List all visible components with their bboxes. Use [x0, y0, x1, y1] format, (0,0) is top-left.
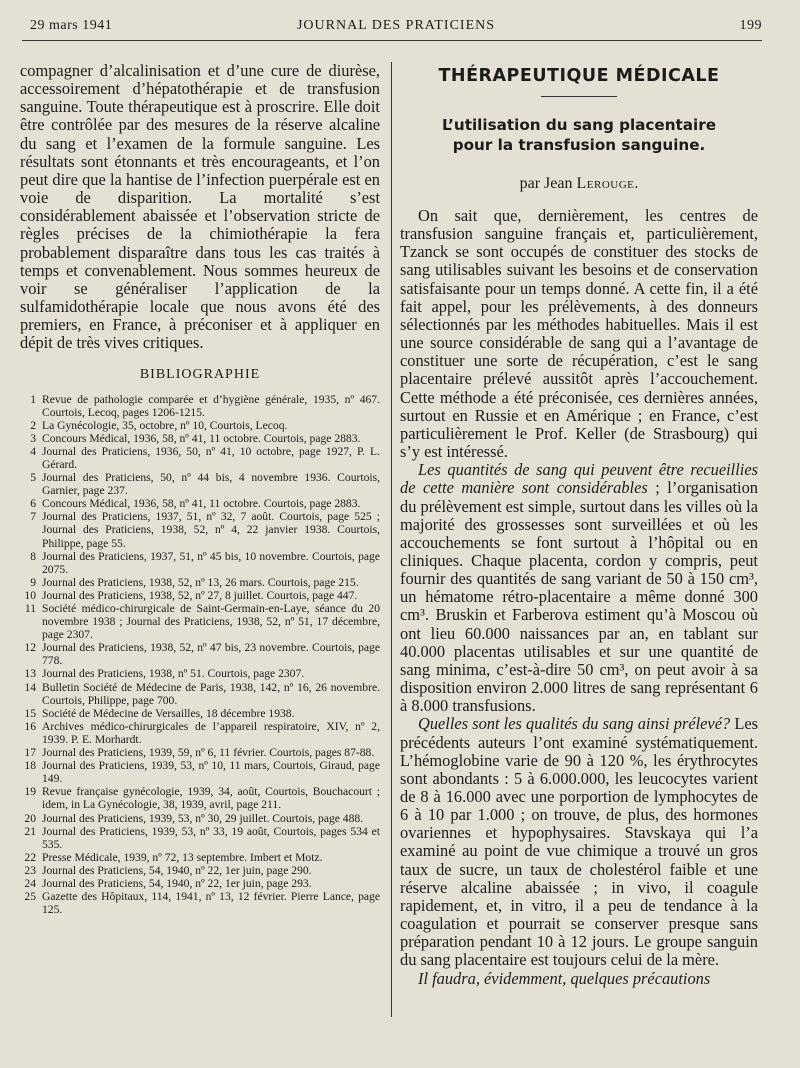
reference-item [20, 759, 380, 785]
reference-text: Journal des Praticiens, 1939, 53, nº 30, 29 juillet. Courtois, page 488. [42, 811, 364, 825]
reference-text: Journal des Praticiens, 1938, nº 51. Courtois, page 2307. [42, 667, 305, 681]
reference-item [20, 812, 380, 825]
reference-item [20, 851, 380, 864]
reference-text: Journal des Praticiens, 1938, 52, nº 27, 8 juillet. Courtois, page 447. [42, 588, 358, 602]
reference-item [20, 720, 380, 746]
reference-text: Journal des Praticiens, 54, 1940, nº 22, 1er juin, page 290. [42, 863, 312, 877]
continuation-paragraph: compagner d’alcalinisation et d’une cure de diurèse, accessoirement d’hépatothérapie et de transfusion sanguine. Toute thérapeutique est à proscrire. Elle doit être contrôlée par des mesures de la réserve alcaline du sang et l’examen de la formule sanguine. Les résultats sont étonnants et très encourageants, et l’on peut dire que la hantise de l’infection puerpérale est en voie de disparition. La mortalité s’est considérablement abaissée et l’observation stricte de règles précises de la chimiothérapie la fera probablement disparaître dans tous les cas traités à temps et convenablement. Nous sommes heureux de voir se généraliser l’application de la sulfamidothérapie locale que nous avons été des premiers, en France, à préconiser et à appliquer en dépit de très vives critiques. [20, 61, 380, 353]
paragraph-2 [400, 461, 758, 715]
reference-item [20, 825, 380, 851]
reference-number: 3 [30, 431, 36, 445]
right-column [400, 62, 758, 988]
reference-text: Archives médico-chirurgicales de l’appareil respiratoire, XIV, nº 2, 1939. P. E. Morhardt. [42, 719, 380, 746]
bibliography-list [20, 393, 380, 917]
reference-text: Journal des Praticiens, 1936, 50, nº 41, 10 octobre, page 1927, P. L. Gérard. [42, 444, 380, 471]
reference-item [20, 641, 380, 667]
reference-text: Concours Médical, 1936, 58, nº 41, 11 octobre. Courtois, page 2883. [42, 431, 361, 445]
reference-number: 14 [24, 680, 36, 694]
reference-text: Journal des Praticiens, 54, 1940, nº 22, 1er juin, page 293. [42, 876, 312, 890]
reference-item [20, 550, 380, 576]
reference-number: 21 [24, 824, 36, 838]
reference-number: 18 [24, 759, 36, 773]
issue-date: 29 mars 1941 [30, 18, 113, 33]
reference-item [20, 419, 380, 432]
page-number: 199 [739, 18, 762, 33]
paragraph-1: On sait que, dernièrement, les centres de transfusion sanguine français et, particulièrement, Tzanck se sont occupés de constituer des stocks de sang utilisables suivant les besoins et de conservation satisfaisante pour un temps donné. A cette fin, il a été fait appel, pour les prélèvements, à des donneurs sélectionnés par les méthodes habituelles. Mais il est une source considérable de sang qui a l’avantage de constituer une sorte de récupération, c’est le sang placentaire prélevé aussitôt après l’accouchement. Cette méthode a été préconisée, ces dernières années, surtout en Russie et en Amérique ; en France, c’est particulièrement le Prof. Keller (de Strasbourg) qui s’y est intéressé. [400, 206, 758, 462]
reference-text: Presse Médicale, 1939, nº 72, 13 septembre. Imbert et Motz. [42, 850, 323, 864]
reference-text: Journal des Praticiens, 1939, 53, nº 10, 11 mars, Courtois, Giraud, page 149. [42, 759, 380, 786]
reference-text: Société de Médecine de Versailles, 18 décembre 1938. [42, 706, 295, 720]
reference-item [20, 602, 380, 641]
reference-number: 8 [30, 549, 36, 563]
reference-number: 6 [30, 497, 36, 511]
reference-item [20, 510, 380, 549]
reference-text: Bulletin Société de Médecine de Paris, 1938, 142, nº 16, 26 novembre. Courtois, Philippe, page 700. [42, 680, 380, 707]
reference-text: Société médico-chirurgicale de Saint-Germain-en-Laye, séance du 20 novembre 1938 ; Journal des Praticiens, 1938, 52, nº 51, 17 décembre, page 2307. [42, 602, 380, 642]
paragraph-2-text: ; l’organisation du prélèvement est simple, surtout dans les villes où la majorité des grossesses sont surveillées et où les accouchements se font surtout à l’hôpital ou en cliniques. Chaque placenta, cordon y compris, peut fournir des quantités de sang variant de 50 à 150 cm³, un hématome rétro-placentaire a même donné 300 cm³. Bruskin et Farberova estiment qu’à Moscou où ont lieu 60.000 naissances par an, en tablant sur 40.000 placentas utilisables et sur une quantité de sang minima, c’est-à-dire 50 cm³, on peut avoir à sa disposition environ 2.000 litres de sang représentant 6 à 8.000 transfusions. [400, 478, 759, 716]
reference-item [20, 667, 380, 680]
reference-text: Journal des Praticiens, 1939, 53, nº 33, 19 août, Courtois, pages 534 et 535. [42, 824, 380, 851]
reference-number: 4 [30, 444, 36, 458]
article-title-line1: L’utilisation du sang placentaire [441, 116, 717, 134]
reference-text: Journal des Praticiens, 1939, 59, nº 6, 11 février. Courtois, pages 87-88. [42, 746, 375, 760]
running-header [30, 18, 762, 40]
reference-text: Concours Médical, 1936, 58, nº 41, 11 octobre. Courtois, page 2883. [42, 497, 361, 511]
reference-number: 22 [24, 850, 36, 864]
reference-item [20, 432, 380, 445]
reference-number: 5 [30, 471, 36, 485]
reference-item [20, 785, 380, 811]
reference-number: 20 [24, 811, 36, 825]
reference-item [20, 471, 380, 497]
left-column [20, 62, 380, 916]
column-divider [391, 62, 392, 1017]
reference-item [20, 707, 380, 720]
article-title [400, 115, 758, 155]
continued-text [20, 62, 380, 353]
reference-item [20, 746, 380, 759]
journal-title: JOURNAL DES PRATICIENS [296, 18, 496, 33]
reference-number: 15 [24, 706, 36, 720]
reference-number: 12 [24, 641, 36, 655]
header-rule [22, 40, 762, 41]
reference-number: 10 [24, 588, 36, 602]
byline [400, 175, 758, 193]
paragraph-3-italic: Quelles sont les qualités du sang ainsi prélevé? [418, 714, 731, 734]
reference-number: 16 [24, 719, 36, 733]
bibliography-title: BIBLIOGRAPHIE [139, 366, 261, 382]
article-body [400, 207, 758, 988]
reference-text: Journal des Praticiens, 50, nº 44 bis, 4 novembre 1936. Courtois, Garnier, page 237. [42, 471, 380, 498]
reference-text: Revue française gynécologie, 1939, 34, août, Courtois, Bouchacourt ; idem, in La Gynécologie, 38, 1939, avril, page 211. [42, 785, 380, 812]
reference-text: Gazette des Hôpitaux, 114, 1941, nº 13, 12 février. Pierre Lance, page 125. [42, 890, 380, 917]
reference-number: 23 [24, 863, 36, 877]
section-rule [541, 96, 617, 97]
reference-item [20, 890, 380, 916]
reference-number: 17 [24, 746, 36, 760]
reference-text: Journal des Praticiens, 1938, 52, nº 13, 26 mars. Courtois, page 215. [42, 575, 359, 589]
byline-author: Lerouge [576, 175, 635, 192]
reference-item [20, 393, 380, 419]
reference-number: 13 [24, 667, 36, 681]
article-title-line2: pour la transfusion sanguine. [452, 136, 706, 154]
reference-number: 2 [30, 418, 36, 432]
reference-item [20, 445, 380, 471]
reference-item [20, 681, 380, 707]
reference-text: Revue de pathologie comparée et d’hygiène générale, 1935, nº 467. Courtois, Lecoq, pages 1206-1215. [42, 392, 380, 419]
paragraph-3 [400, 715, 758, 969]
section-title: THÉRAPEUTIQUE MÉDICALE [438, 66, 720, 86]
reference-text: Journal des Praticiens, 1937, 51, nº 45 bis, 10 novembre. Courtois, page 2075. [42, 549, 380, 576]
byline-prefix: par Jean [519, 175, 577, 192]
reference-item [20, 497, 380, 510]
reference-number: 25 [24, 890, 36, 904]
reference-item [20, 877, 380, 890]
reference-number: 19 [24, 785, 36, 799]
reference-number: 7 [30, 510, 36, 524]
reference-number: 9 [30, 575, 36, 589]
reference-text: Journal des Praticiens, 1937, 51, nº 32, 7 août. Courtois, page 525 ; Journal des Praticiens, 1938, 52, nº 4, 22 janvier 1938. Courtois, Philippe, page 55. [42, 510, 380, 550]
reference-text: Journal des Praticiens, 1938, 52, nº 47 bis, 23 novembre. Courtois, page 778. [42, 641, 380, 668]
reference-number: 24 [24, 876, 36, 890]
paragraph-4 [400, 970, 758, 988]
reference-number: 11 [24, 602, 36, 615]
reference-text: La Gynécologie, 35, octobre, nº 10, Courtois, Lecoq. [42, 418, 288, 432]
paragraph-4-italic: Il faudra, évidemment, quelques précautions [418, 968, 711, 988]
reference-number: 1 [30, 392, 36, 406]
reference-item [20, 864, 380, 877]
paragraph-3-text: Les précédents auteurs l’ont examiné systématiquement. L’hémoglobine varie de 90 à 120 %, les érythrocytes sont abondants : 5 à 6.000.000, les leucocytes varient de 8 à 16.000 avec une porportion de lymphocytes de 6 à 10 par 1.000 ; on trouve, de plus, des hormones ovariennes et hypophysaires. Stavskaya qui l’a examiné au point de vue chimique a trouvé un gros taux de sucre, un taux de cholestérol faible et une réserve alcaline abaissée ; in vivo, il coagule rapidement, et, in vitro, il a peu de tendance à la coagulation et pourrait se conserver presque sans préparation pendant 10 à 12 jours. Le groupe sanguin du sang placentaire est toujours celui de la mère. [400, 714, 758, 970]
byline-suffix: . [634, 175, 639, 192]
reference-item [20, 589, 380, 602]
reference-item [20, 576, 380, 589]
paragraph-2-italic: Les quantités de sang qui peuvent être recueillies de cette manière sont considérables [400, 460, 758, 498]
